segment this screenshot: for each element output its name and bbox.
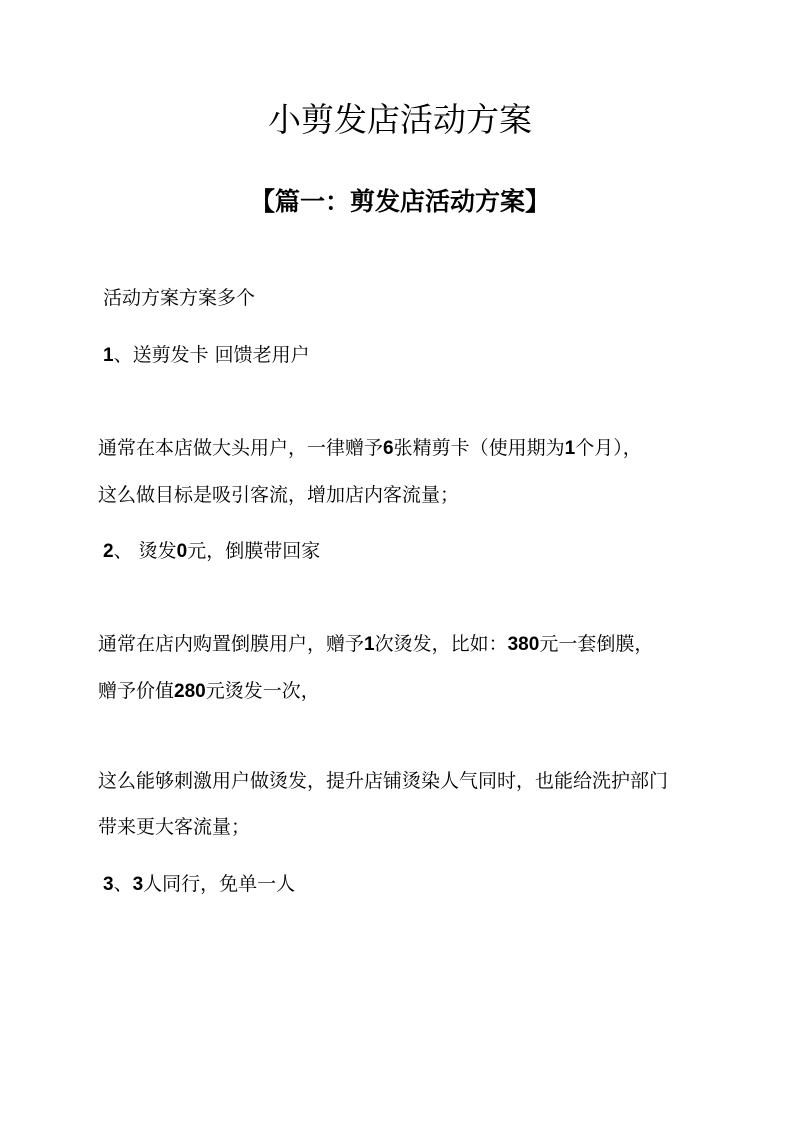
number-segment: 380 [507,634,540,655]
number-segment: 3 [132,874,144,895]
section2-para1-line2 [98,677,320,706]
number-segment: 6 [383,438,394,459]
section1-para-line2: 这么做目标是吸引客流，增加店内客流量； [98,484,460,506]
text-segment: 通常在店内购置倒膜用户，赠予 [98,633,365,655]
number-segment: 0 [176,541,188,562]
section1-heading-text: 、送剪发卡 回馈老用户 [113,344,310,366]
text-segment: 元烫发一次， [205,680,320,702]
text-segment: 次烫发，比如： [374,633,508,655]
text-segment: 张精剪卡（使用期为 [393,437,565,459]
section3-number: 3 [103,874,114,895]
section2-heading [103,537,320,566]
document-title: 小剪发店活动方案 [268,100,532,139]
section1-heading [103,341,310,370]
document-subtitle: 【篇一：剪发店活动方案】 [249,187,550,216]
text-segment: 赠予价值 [98,680,175,702]
section2-para2-line1: 这么能够刺激用户做烫发，提升店铺烫染人气同时，也能给洗护部门 [98,770,669,792]
section2-para1-line1 [98,630,653,659]
number-segment: 1 [364,634,375,655]
text-segment: 人同行，免单一人 [143,873,296,895]
text-segment: 、 烫发 [113,540,177,562]
text-segment: 元，倒膜带回家 [187,540,321,562]
text-segment: 个月）， [575,437,642,459]
section2-para2-line2: 带来更大客流量； [98,816,251,838]
intro-text: 活动方案方案多个 [103,287,256,309]
section1-number: 1 [103,345,114,366]
number-segment: 1 [564,438,576,459]
section2-number: 2 [103,541,114,562]
section3-heading [103,870,295,899]
text-segment: 通常在本店做大头用户，一律赠予 [98,437,384,459]
number-segment: 280 [174,681,206,702]
section1-para-line1 [98,434,642,463]
text-segment: 元一套倒膜， [539,633,654,655]
text-segment: 、 [113,873,133,895]
